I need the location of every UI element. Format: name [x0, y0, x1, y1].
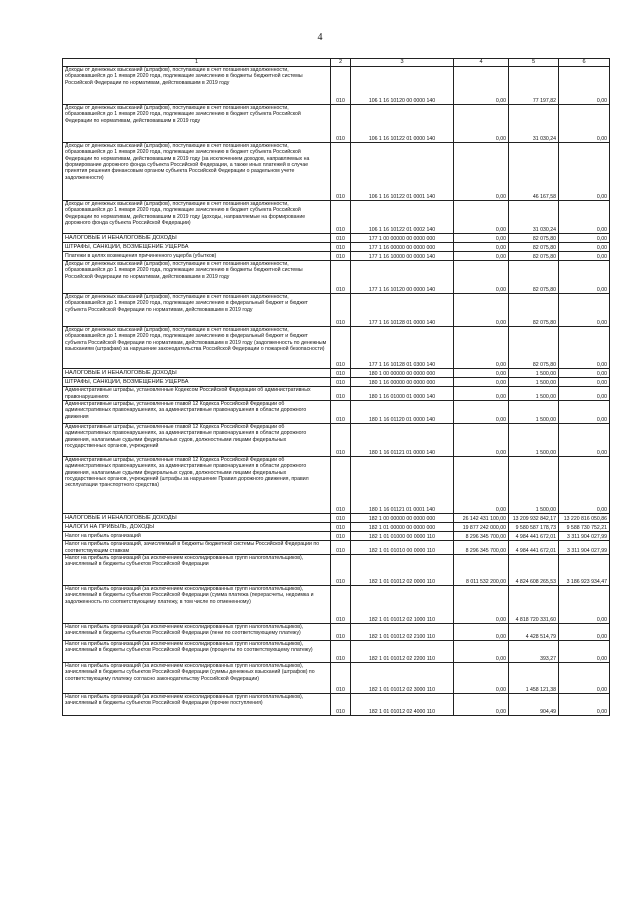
- row-budget-code: 106 1 16 10122 01 0001 140: [351, 143, 454, 201]
- table-row: [63, 641, 610, 663]
- table-row: [63, 105, 610, 143]
- row-budget-code: 182 1 01 01000 00 0000 110: [351, 532, 454, 541]
- row-value-col4: 0,00: [454, 201, 509, 234]
- row-budget-code: 177 1 00 00000 00 0000 000: [351, 234, 454, 243]
- row-value-col5: 46 167,58: [509, 143, 559, 201]
- row-value-col4: 8 296 345 700,00: [454, 532, 509, 541]
- row-value-col4: 0,00: [454, 641, 509, 663]
- row-value-col5: 904,49: [509, 694, 559, 716]
- row-value-col4: 0,00: [454, 424, 509, 457]
- row-budget-code: 182 1 01 01012 02 3000 110: [351, 663, 454, 694]
- table-body: [63, 59, 610, 716]
- row-value-col5: 393,27: [509, 641, 559, 663]
- row-name: Налог на прибыль организаций: [63, 532, 331, 541]
- row-value-col6: 0,00: [559, 252, 610, 261]
- table-row: [63, 387, 610, 401]
- row-budget-code: 180 1 16 01120 01 0000 140: [351, 401, 454, 424]
- row-line-code: 010: [331, 67, 351, 105]
- row-value-col5: 4 428 514,79: [509, 624, 559, 641]
- row-budget-code: 177 1 16 10128 01 0000 140: [351, 294, 454, 327]
- row-line-code: 010: [331, 457, 351, 514]
- table-row: [63, 457, 610, 514]
- table-row: [63, 369, 610, 378]
- table-row: [63, 378, 610, 387]
- table-row: [63, 234, 610, 243]
- row-value-col4: 0,00: [454, 243, 509, 252]
- row-value-col5: 1 500,00: [509, 369, 559, 378]
- row-value-col6: 13 220 816 050,86: [559, 514, 610, 523]
- row-value-col4: 0,00: [454, 663, 509, 694]
- table-row: [63, 555, 610, 586]
- row-value-col5: 4 824 608 265,53: [509, 555, 559, 586]
- row-value-col6: 0,00: [559, 369, 610, 378]
- row-value-col5: 1 500,00: [509, 457, 559, 514]
- row-value-col5: 13 209 932 842,17: [509, 514, 559, 523]
- row-budget-code: 180 1 16 01000 01 0000 140: [351, 387, 454, 401]
- row-line-code: 010: [331, 694, 351, 716]
- header-col-4: 4: [454, 59, 509, 67]
- row-line-code: 010: [331, 105, 351, 143]
- row-budget-code: 106 1 16 10120 00 0000 140: [351, 67, 454, 105]
- table-row: [63, 401, 610, 424]
- row-line-code: 010: [331, 523, 351, 532]
- row-value-col5: 4 984 441 672,01: [509, 532, 559, 541]
- row-line-code: 010: [331, 586, 351, 624]
- row-value-col6: 9 588 730 752,21: [559, 523, 610, 532]
- row-value-col4: 8 011 532 200,00: [454, 555, 509, 586]
- row-line-code: 010: [331, 663, 351, 694]
- table-row: [63, 252, 610, 261]
- header-col-5: 5: [509, 59, 559, 67]
- row-value-col4: 0,00: [454, 105, 509, 143]
- row-value-col6: 0,00: [559, 234, 610, 243]
- row-budget-code: 106 1 16 10122 01 0000 140: [351, 105, 454, 143]
- table-row: [63, 67, 610, 105]
- row-name: Административные штрафы, установленные главой 12 Кодекса Российской Федерации об административных правонарушениях, за административные правонарушения в области дорожного движения, налагаемые судьями федеральных судов, должностными лицами федеральных государственных органов, учреждений: [63, 424, 331, 457]
- row-budget-code: 177 1 16 10128 01 0300 140: [351, 327, 454, 369]
- table-row: [63, 694, 610, 716]
- table-row: [63, 424, 610, 457]
- table-row: [63, 327, 610, 369]
- row-value-col6: 0,00: [559, 387, 610, 401]
- row-name: Доходы от денежных взысканий (штрафов), поступающие в счет погашения задолженности, образовавшейся до 1 января 2020 года, подлежащие зачислению в федеральный бюджет и бюджет субъекта Российской Федерации по нормативам, действовавшим в 2019 году: [63, 294, 331, 327]
- row-name: Доходы от денежных взысканий (штрафов), поступающие в счет погашения задолженности, образовавшейся до 1 января 2020 года, подлежащие зачислению в бюджет субъекта Российской Федерации по нормативам, действовавшим в 2019 году (доходы, направляемые на формирование дорожного фонда субъекта Российской Федерации): [63, 201, 331, 234]
- row-value-col6: 0,00: [559, 67, 610, 105]
- row-line-code: 010: [331, 387, 351, 401]
- row-value-col6: 0,00: [559, 624, 610, 641]
- row-name: Административные штрафы, установленные главой 12 Кодекса Российской Федерации об административных правонарушениях, за административные правонарушения в области дорожного движения: [63, 401, 331, 424]
- row-line-code: 010: [331, 624, 351, 641]
- row-budget-code: 182 1 01 01012 02 2200 110: [351, 641, 454, 663]
- row-value-col5: 77 197,82: [509, 67, 559, 105]
- table-row: [63, 532, 610, 541]
- table-header-row: [63, 59, 610, 67]
- row-name: Налог на прибыль организаций, зачисляемый в бюджеты бюджетной системы Российской Федерации по соответствующим ставкам: [63, 541, 331, 555]
- table-row: [63, 143, 610, 201]
- row-value-col4: 19 877 242 000,00: [454, 523, 509, 532]
- row-value-col6: 0,00: [559, 401, 610, 424]
- page-number: 4: [317, 32, 323, 43]
- row-line-code: 010: [331, 378, 351, 387]
- row-value-col4: 0,00: [454, 67, 509, 105]
- table-row: [63, 294, 610, 327]
- row-budget-code: 182 1 01 01012 02 1000 110: [351, 586, 454, 624]
- row-name: Налог на прибыль организаций (за исключением консолидированных групп налогоплательщиков), зачисляемый в бюджеты субъектов Российской Федерации (проценты по соответствующему платежу): [63, 641, 331, 663]
- row-value-col5: 1 500,00: [509, 387, 559, 401]
- row-value-col4: 0,00: [454, 387, 509, 401]
- row-value-col6: 3 186 923 934,47: [559, 555, 610, 586]
- row-value-col6: 0,00: [559, 586, 610, 624]
- row-value-col6: 0,00: [559, 143, 610, 201]
- table-row: [63, 541, 610, 555]
- table-row: [63, 663, 610, 694]
- row-value-col4: 8 296 345 700,00: [454, 541, 509, 555]
- row-value-col4: 0,00: [454, 401, 509, 424]
- row-name: Доходы от денежных взысканий (штрафов), поступающие в счет погашения задолженности, образовавшейся до 1 января 2020 года, подлежащие зачислению в федеральный бюджет и бюджет субъекта Российской Федерации по нормативам, действовавшим в 2019 году (задолженность по денежным взысканиям (штрафам) за нарушение законодательства Российской Федерации о пожарной безопасности): [63, 327, 331, 369]
- row-name: НАЛОГОВЫЕ И НЕНАЛОГОВЫЕ ДОХОДЫ: [63, 234, 331, 243]
- row-value-col6: 0,00: [559, 261, 610, 294]
- row-budget-code: 177 1 16 10120 00 0000 140: [351, 261, 454, 294]
- row-budget-code: 106 1 16 10122 01 0002 140: [351, 201, 454, 234]
- row-name: Доходы от денежных взысканий (штрафов), поступающие в счет погашения задолженности, образовавшейся до 1 января 2020 года, подлежащие зачислению в бюджет субъекта Российской Федерации по нормативам, действовавшим в 2019 году (за исключением доходов, направляемых на формирование дорожного фонда субъекта Российской Федерации, а также иных платежей в случае принятия решения финансовым органом субъекта Российской Федерации о раздельном учете задолженности): [63, 143, 331, 201]
- row-value-col6: 3 311 904 027,99: [559, 532, 610, 541]
- row-value-col5: 82 075,80: [509, 243, 559, 252]
- row-line-code: 010: [331, 201, 351, 234]
- row-value-col5: 31 030,24: [509, 201, 559, 234]
- row-value-col5: 82 075,80: [509, 261, 559, 294]
- row-value-col4: 0,00: [454, 261, 509, 294]
- row-name: НАЛОГИ НА ПРИБЫЛЬ, ДОХОДЫ: [63, 523, 331, 532]
- row-line-code: 010: [331, 401, 351, 424]
- row-line-code: 010: [331, 252, 351, 261]
- row-line-code: 010: [331, 541, 351, 555]
- row-line-code: 010: [331, 514, 351, 523]
- row-value-col5: 4 818 720 331,60: [509, 586, 559, 624]
- row-value-col5: 82 075,80: [509, 294, 559, 327]
- row-name: Административные штрафы, установленные главой 12 Кодекса Российской Федерации об административных правонарушениях, за административные правонарушения в области дорожного движения, налагаемые судьями федеральных судов, должностными лицами федеральных государственных органов, учреждений (штрафы за нарушение Правил дорожного движения, правил эксплуатации транспортного средства): [63, 457, 331, 514]
- row-value-col6: 0,00: [559, 294, 610, 327]
- row-budget-code: 182 1 01 00000 00 0000 000: [351, 523, 454, 532]
- row-line-code: 010: [331, 261, 351, 294]
- row-value-col6: 0,00: [559, 663, 610, 694]
- row-value-col5: 82 075,80: [509, 234, 559, 243]
- row-name: НАЛОГОВЫЕ И НЕНАЛОГОВЫЕ ДОХОДЫ: [63, 514, 331, 523]
- revenue-table: [62, 58, 610, 716]
- row-line-code: 010: [331, 641, 351, 663]
- row-value-col5: 1 500,00: [509, 424, 559, 457]
- row-line-code: 010: [331, 243, 351, 252]
- row-value-col4: 0,00: [454, 143, 509, 201]
- row-name: ШТРАФЫ, САНКЦИИ, ВОЗМЕЩЕНИЕ УЩЕРБА: [63, 378, 331, 387]
- row-line-code: 010: [331, 294, 351, 327]
- row-value-col4: 0,00: [454, 294, 509, 327]
- row-budget-code: 182 1 01 01012 02 2100 110: [351, 624, 454, 641]
- row-name: ШТРАФЫ, САНКЦИИ, ВОЗМЕЩЕНИЕ УЩЕРБА: [63, 243, 331, 252]
- header-col-3: 3: [351, 59, 454, 67]
- table-row: [63, 201, 610, 234]
- row-budget-code: 180 1 16 01121 01 0000 140: [351, 424, 454, 457]
- row-value-col6: 0,00: [559, 327, 610, 369]
- row-budget-code: 182 1 01 01012 02 4000 110: [351, 694, 454, 716]
- row-name: Платежи в целях возмещения причиненного ущерба (убытков): [63, 252, 331, 261]
- row-value-col4: 0,00: [454, 694, 509, 716]
- row-value-col4: 0,00: [454, 586, 509, 624]
- row-value-col6: 0,00: [559, 378, 610, 387]
- row-value-col5: 1 500,00: [509, 401, 559, 424]
- row-budget-code: 180 1 00 00000 00 0000 000: [351, 369, 454, 378]
- row-value-col6: 0,00: [559, 424, 610, 457]
- row-line-code: 010: [331, 369, 351, 378]
- header-col-2: 2: [331, 59, 351, 67]
- row-name: Доходы от денежных взысканий (штрафов), поступающие в счет погашения задолженности, образовавшейся до 1 января 2020 года, подлежащие зачислению в бюджет субъекта Российской Федерации по нормативам, действовавшим в 2019 году: [63, 105, 331, 143]
- row-name: Доходы от денежных взысканий (штрафов), поступающие в счет погашения задолженности, образовавшейся до 1 января 2020 года, подлежащие зачислению в бюджеты бюджетной системы Российской Федерации по нормативам, действовавшим в 2019 году: [63, 261, 331, 294]
- row-value-col6: 3 311 904 027,99: [559, 541, 610, 555]
- row-line-code: 010: [331, 143, 351, 201]
- header-col-6: 6: [559, 59, 610, 67]
- row-value-col4: 0,00: [454, 327, 509, 369]
- table-row: [63, 586, 610, 624]
- row-value-col6: 0,00: [559, 641, 610, 663]
- row-value-col4: 0,00: [454, 457, 509, 514]
- row-budget-code: 180 1 16 01121 01 0001 140: [351, 457, 454, 514]
- table-row: [63, 261, 610, 294]
- row-name: Налог на прибыль организаций (за исключением консолидированных групп налогоплательщиков), зачисляемый в бюджеты субъектов Российской Федерации (пени по соответствующему платежу): [63, 624, 331, 641]
- row-value-col5: 82 075,80: [509, 252, 559, 261]
- row-value-col6: 0,00: [559, 201, 610, 234]
- row-value-col4: 0,00: [454, 369, 509, 378]
- row-value-col4: 0,00: [454, 234, 509, 243]
- row-value-col5: 4 984 441 672,01: [509, 541, 559, 555]
- row-line-code: 010: [331, 234, 351, 243]
- row-budget-code: 177 1 16 00000 00 0000 000: [351, 243, 454, 252]
- row-value-col6: 0,00: [559, 457, 610, 514]
- table-row: [63, 624, 610, 641]
- row-value-col4: 26 142 431 100,00: [454, 514, 509, 523]
- row-line-code: 010: [331, 555, 351, 586]
- row-value-col4: 0,00: [454, 624, 509, 641]
- row-line-code: 010: [331, 327, 351, 369]
- row-line-code: 010: [331, 532, 351, 541]
- row-budget-code: 177 1 16 10000 00 0000 140: [351, 252, 454, 261]
- row-budget-code: 180 1 16 00000 00 0000 000: [351, 378, 454, 387]
- table-row: [63, 514, 610, 523]
- row-value-col5: 31 030,24: [509, 105, 559, 143]
- row-value-col5: 9 580 587 178,73: [509, 523, 559, 532]
- row-name: Налог на прибыль организаций (за исключением консолидированных групп налогоплательщиков), зачисляемый в бюджеты субъектов Российской Федерации (прочие поступления): [63, 694, 331, 716]
- table-row: [63, 243, 610, 252]
- table-row: [63, 523, 610, 532]
- row-value-col4: 0,00: [454, 378, 509, 387]
- row-name: Налог на прибыль организаций (за исключением консолидированных групп налогоплательщиков), зачисляемый в бюджеты субъектов Российской Федерации: [63, 555, 331, 586]
- row-value-col5: 82 075,80: [509, 327, 559, 369]
- row-budget-code: 182 1 01 01012 02 0000 110: [351, 555, 454, 586]
- row-value-col5: 1 458 121,38: [509, 663, 559, 694]
- row-name: Налог на прибыль организаций (за исключением консолидированных групп налогоплательщиков), зачисляемый в бюджеты субъектов Российской Федерации (сумма платежа (перерасчеты, недоимка и задолженность по соответствующему платежу, в том числе по отмененному): [63, 586, 331, 624]
- row-name: Налог на прибыль организаций (за исключением консолидированных групп налогоплательщиков), зачисляемый в бюджеты субъектов Российской Федерации (суммы денежных взысканий (штрафов) по соответствующему платежу согласно законодательству Российской Федерации): [63, 663, 331, 694]
- row-value-col6: 0,00: [559, 105, 610, 143]
- row-value-col5: 1 500,00: [509, 378, 559, 387]
- row-value-col4: 0,00: [454, 252, 509, 261]
- row-value-col6: 0,00: [559, 243, 610, 252]
- row-name: НАЛОГОВЫЕ И НЕНАЛОГОВЫЕ ДОХОДЫ: [63, 369, 331, 378]
- row-value-col6: 0,00: [559, 694, 610, 716]
- header-col-1: 1: [63, 59, 331, 67]
- row-line-code: 010: [331, 424, 351, 457]
- row-budget-code: 182 1 01 01010 00 0000 110: [351, 541, 454, 555]
- row-name: Доходы от денежных взысканий (штрафов), поступающие в счет погашения задолженности, образовавшейся до 1 января 2020 года, подлежащие зачислению в бюджеты бюджетной системы Российской Федерации по нормативам, действовавшим в 2019 году: [63, 67, 331, 105]
- row-name: Административные штрафы, установленные Кодексом Российской Федерации об административных правонарушениях: [63, 387, 331, 401]
- row-budget-code: 182 1 00 00000 00 0000 000: [351, 514, 454, 523]
